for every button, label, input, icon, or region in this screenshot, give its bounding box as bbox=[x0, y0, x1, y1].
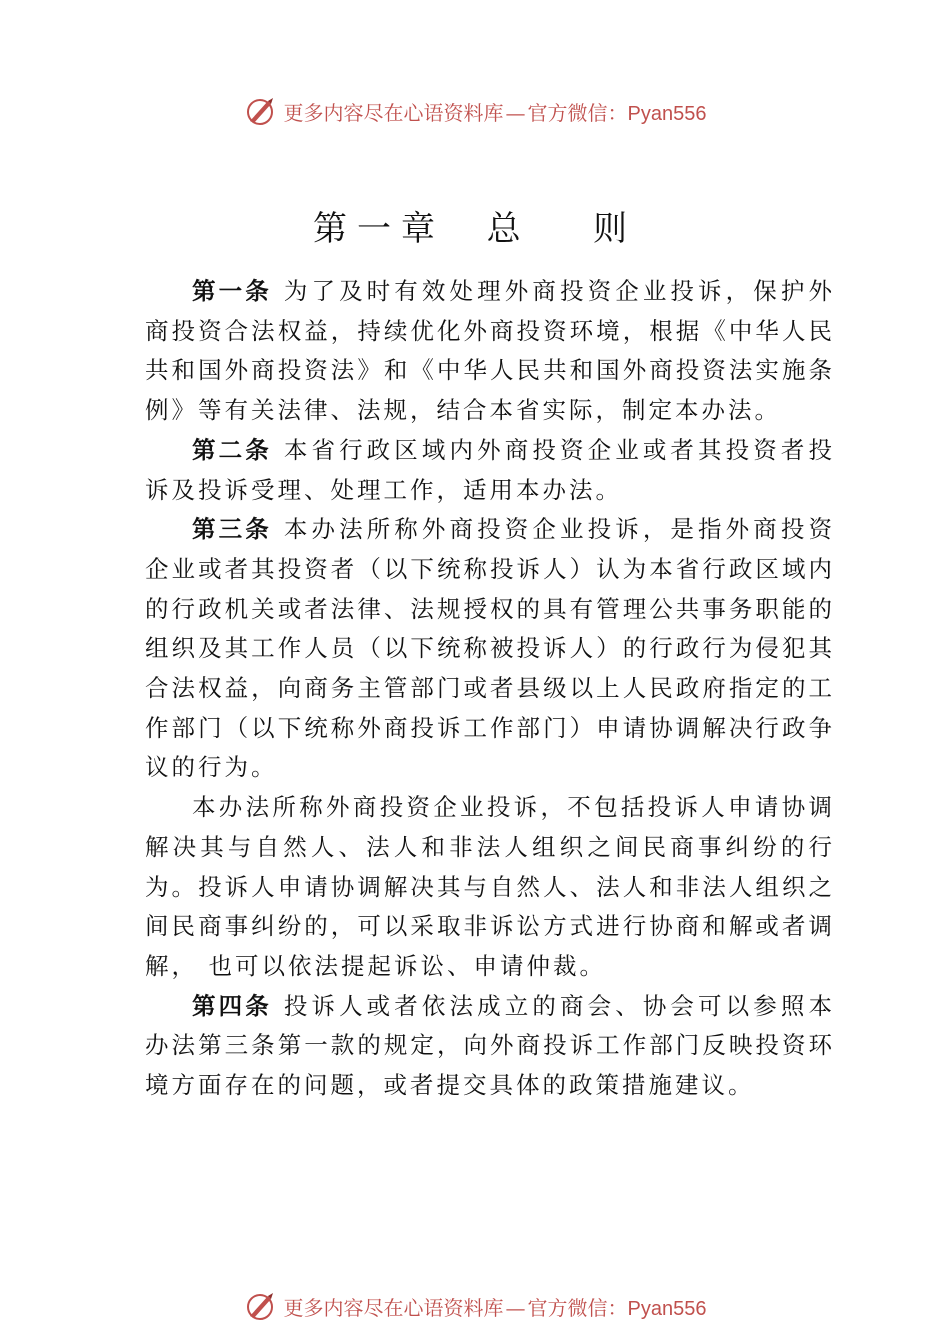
quill-pen-icon bbox=[244, 1290, 276, 1322]
article-label: 第一条 bbox=[192, 277, 272, 305]
watermark-main-text: 更多内容尽在心语资料库 bbox=[283, 100, 504, 125]
article-text: 本省行政区域内外商投资企业或者其投资者投诉及投诉受理、处理工作，适用本办法。 bbox=[145, 435, 836, 504]
watermark-wechat-id: Pyan556 bbox=[627, 102, 707, 125]
article-paragraph bbox=[145, 431, 835, 510]
watermark-wechat-label: 官方微信： bbox=[527, 100, 628, 125]
article-text: 本办法所称外商投资企业投诉，不包括投诉人申请协调解决其与自然人、法人和非法人组织之间民商事纠纷的行为。投诉人申请协调解决其与自然人、法人和非法人组织之间民商事纠纷的，可以采取非诉讼方式进行协商和解或者调解， 也可以依法提起诉讼、申请仲裁。 bbox=[145, 793, 835, 980]
article-label: 第二条 bbox=[192, 435, 272, 464]
watermark-separator: — bbox=[505, 1295, 526, 1320]
chapter-title: 第一章 总 则 bbox=[312, 208, 638, 249]
article-paragraph bbox=[145, 788, 835, 987]
watermark-separator: — bbox=[505, 100, 526, 125]
document-body bbox=[145, 272, 835, 1106]
article-label: 第三条 bbox=[192, 515, 272, 544]
watermark-wechat-label: 官方微信： bbox=[527, 1295, 628, 1320]
article-paragraph bbox=[145, 987, 835, 1106]
watermark-main-text: 更多内容尽在心语资料库 bbox=[283, 1295, 504, 1320]
article-text: 为了及时有效处理外商投资企业投诉，保护外商投资合法权益，持续优化外商投资环境，根据《中华人民共和国外商投资法》和《中华人民共和国外商投资法实施条例》等有关法律、法规，结合本省实际，制定本办法。 bbox=[145, 277, 836, 425]
footer-watermark bbox=[0, 1290, 950, 1322]
quill-pen-icon bbox=[244, 95, 276, 127]
article-label: 第四条 bbox=[192, 991, 272, 1020]
article-text: 投诉人或者依法成立的商会、协会可以参照本办法第三条第一款的规定，向外商投诉工作部门反映投资环境方面存在的问题，或者提交具体的政策措施建议。 bbox=[145, 991, 836, 1100]
article-paragraph bbox=[145, 510, 835, 788]
watermark-text bbox=[284, 1292, 707, 1321]
watermark-text bbox=[284, 97, 707, 126]
header-watermark bbox=[0, 95, 950, 127]
article-paragraph bbox=[145, 272, 835, 431]
watermark-wechat-id: Pyan556 bbox=[627, 1297, 707, 1320]
article-text: 本办法所称外商投资企业投诉，是指外商投资企业或者其投资者（以下统称投诉人）认为本省行政区域内的行政机关或者法律、法规授权的具有管理公共事务职能的组织及其工作人员（以下统称被投诉人）的行政行为侵犯其合法权益，向商务主管部门或者县级以上人民政府指定的工作部门（以下统称外商投诉工作部门）申请协调解决行政争议的行为。 bbox=[145, 515, 836, 782]
